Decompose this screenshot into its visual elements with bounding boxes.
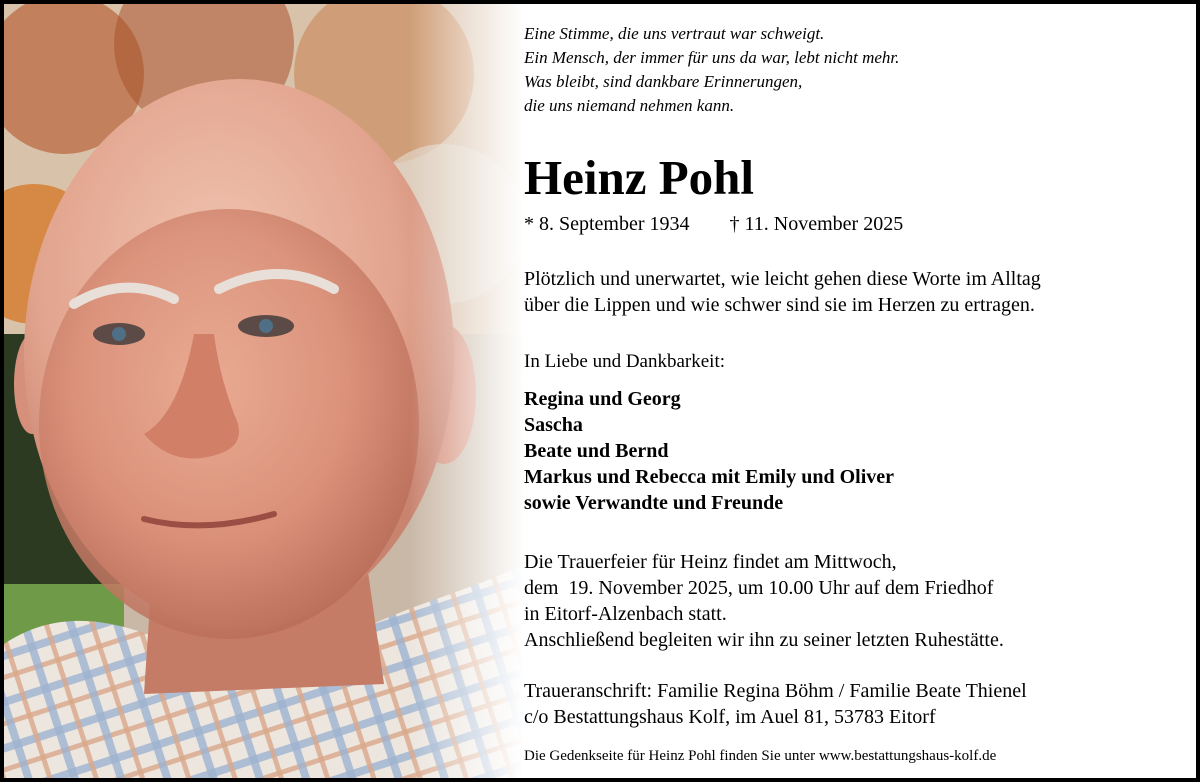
service-line: in Eitorf-Alzenbach statt. [524,603,727,625]
mourning-address [524,678,1027,730]
mourner-entry: sowie Verwandte und Freunde [524,492,784,514]
birth-date: * 8. September 1934 [524,213,690,235]
verse-line: Eine Stimme, die uns vertraut war schweigt. [524,24,825,43]
memorial-verse [524,22,899,118]
address-line: Traueranschrift: Familie Regina Böhm / Familie Beate Thienel [524,680,1027,702]
portrait-photo [4,4,524,782]
service-line: Die Trauerfeier für Heinz findet am Mittwoch, [524,551,897,573]
mourner-entry: Sascha [524,414,583,436]
death-date: † 11. November 2025 [729,213,904,235]
intro-text [524,266,1041,318]
life-dates [524,210,903,238]
funeral-service-info [524,549,1004,653]
deceased-name: Heinz Pohl [524,150,755,205]
address-line: c/o Bestattungshaus Kolf, im Auel 81, 53783 Eitorf [524,706,936,728]
intro-line: Plötzlich und unerwartet, wie leicht gehen diese Worte im Alltag [524,268,1041,290]
mourner-entry: Beate und Bernd [524,440,669,462]
mourners-lead: In Liebe und Dankbarkeit: [524,351,726,372]
verse-line: Ein Mensch, der immer für uns da war, lebt nicht mehr. [524,48,900,67]
mourner-entry: Regina und Georg [524,388,681,410]
intro-line: über die Lippen und wie schwer sind sie im Herzen zu ertragen. [524,294,1035,316]
mourners-list [524,386,894,516]
mourner-entry: Markus und Rebecca mit Emily und Oliver [524,466,895,488]
service-line: Anschließend begleiten wir ihn zu seiner letzten Ruhestätte. [524,629,1004,651]
verse-line: die uns niemand nehmen kann. [524,96,735,115]
service-line: dem 19. November 2025, um 10.00 Uhr auf dem Friedhof [524,577,994,599]
verse-line: Was bleibt, sind dankbare Erinnerungen, [524,72,803,91]
memorial-page-note: Die Gedenkseite für Heinz Pohl finden Sie unter www.bestattungshaus-kolf.de [524,748,997,764]
